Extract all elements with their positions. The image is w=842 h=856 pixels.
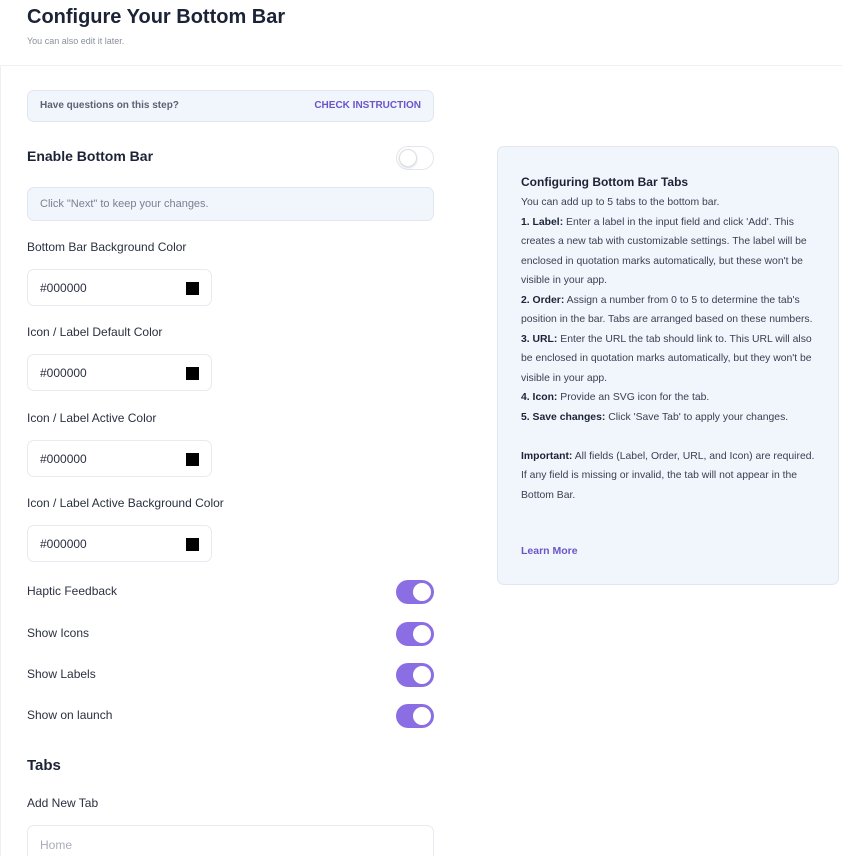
instruction-banner [27, 90, 434, 122]
toggle-knob [413, 707, 431, 725]
color-swatch[interactable] [186, 367, 199, 380]
default-color-label: Icon / Label Default Color [27, 325, 163, 339]
step-term: 4. Icon: [521, 392, 558, 403]
step-term: 2. Order: [521, 294, 565, 306]
enable-bottom-bar-toggle[interactable] [396, 146, 434, 170]
color-swatch[interactable] [186, 282, 199, 295]
haptic-feedback-toggle[interactable] [396, 580, 434, 604]
color-value: #000000 [40, 452, 87, 466]
color-swatch[interactable] [186, 538, 199, 551]
show-labels-toggle[interactable] [396, 663, 434, 687]
show-on-launch-toggle[interactable] [396, 704, 434, 728]
info-step [521, 330, 821, 389]
active-color-input[interactable] [27, 440, 212, 477]
toggle-knob [413, 625, 431, 643]
page-title: Configure Your Bottom Bar [27, 6, 286, 28]
haptic-feedback-label: Haptic Feedback [27, 584, 118, 598]
show-icons-label: Show Icons [27, 626, 90, 640]
show-icons-toggle[interactable] [396, 622, 434, 646]
tabs-title: Tabs [27, 757, 61, 774]
step-text: Click 'Save Tab' to apply your changes. [608, 411, 789, 423]
info-intro: You can add up to 5 tabs to the bottom bar. [521, 197, 720, 208]
check-instruction-link[interactable]: CHECK INSTRUCTION [314, 100, 421, 111]
important-term: Important: [521, 450, 573, 462]
default-color-input[interactable] [27, 354, 212, 391]
learn-more-link[interactable]: Learn More [521, 545, 578, 557]
left-divider [0, 65, 1, 856]
color-value: #000000 [40, 537, 87, 551]
info-step [521, 388, 821, 408]
hint-box [27, 187, 434, 221]
info-step [521, 408, 821, 428]
show-labels-label: Show Labels [27, 667, 96, 681]
color-swatch[interactable] [186, 453, 199, 466]
info-body [521, 193, 821, 505]
bg-color-label: Bottom Bar Background Color [27, 240, 187, 254]
active-bg-color-input[interactable] [27, 525, 212, 562]
active-bg-color-label: Icon / Label Active Background Color [27, 496, 224, 510]
info-panel [497, 146, 839, 585]
enable-bottom-bar-title: Enable Bottom Bar [27, 148, 154, 164]
step-term: 1. Label: [521, 216, 564, 228]
step-term: 3. URL: [521, 333, 558, 345]
add-new-tab-label: Add New Tab [27, 796, 99, 810]
info-important [521, 447, 821, 506]
info-step [521, 213, 821, 291]
header-divider [0, 65, 842, 66]
page-subtitle: You can also edit it later. [27, 36, 125, 46]
step-term: 5. Save changes: [521, 411, 606, 423]
step-text: Provide an SVG icon for the tab. [560, 392, 710, 403]
toggle-knob [413, 666, 431, 684]
step-text: Enter a label in the input field and click 'Add'. This creates a new tab with customizable settings. The label will be enclosed in quotation marks automatically, but these won't be visible in your app. [521, 216, 807, 286]
new-tab-input[interactable] [27, 825, 434, 856]
important-text: All fields (Label, Order, URL, and Icon) are required. If any field is missing or invalid, the tab will not appear in the Bottom Bar. [521, 450, 815, 501]
active-color-label: Icon / Label Active Color [27, 411, 157, 425]
toggle-knob [399, 149, 417, 167]
info-title: Configuring Bottom Bar Tabs [521, 175, 689, 189]
instruction-question: Have questions on this step? [40, 100, 179, 111]
info-step [521, 291, 821, 330]
color-value: #000000 [40, 281, 87, 295]
step-text: Enter the URL the tab should link to. This URL will also be enclosed in quotation marks automatically, but they won't be visible in your app. [521, 333, 812, 384]
bg-color-input[interactable] [27, 269, 212, 306]
color-value: #000000 [40, 366, 87, 380]
toggle-knob [413, 583, 431, 601]
show-on-launch-label: Show on launch [27, 708, 113, 722]
hint-text: Click "Next" to keep your changes. [40, 198, 209, 210]
step-text: Assign a number from 0 to 5 to determine the tab's position in the bar. Tabs are arranged based on these numbers. [521, 294, 813, 325]
